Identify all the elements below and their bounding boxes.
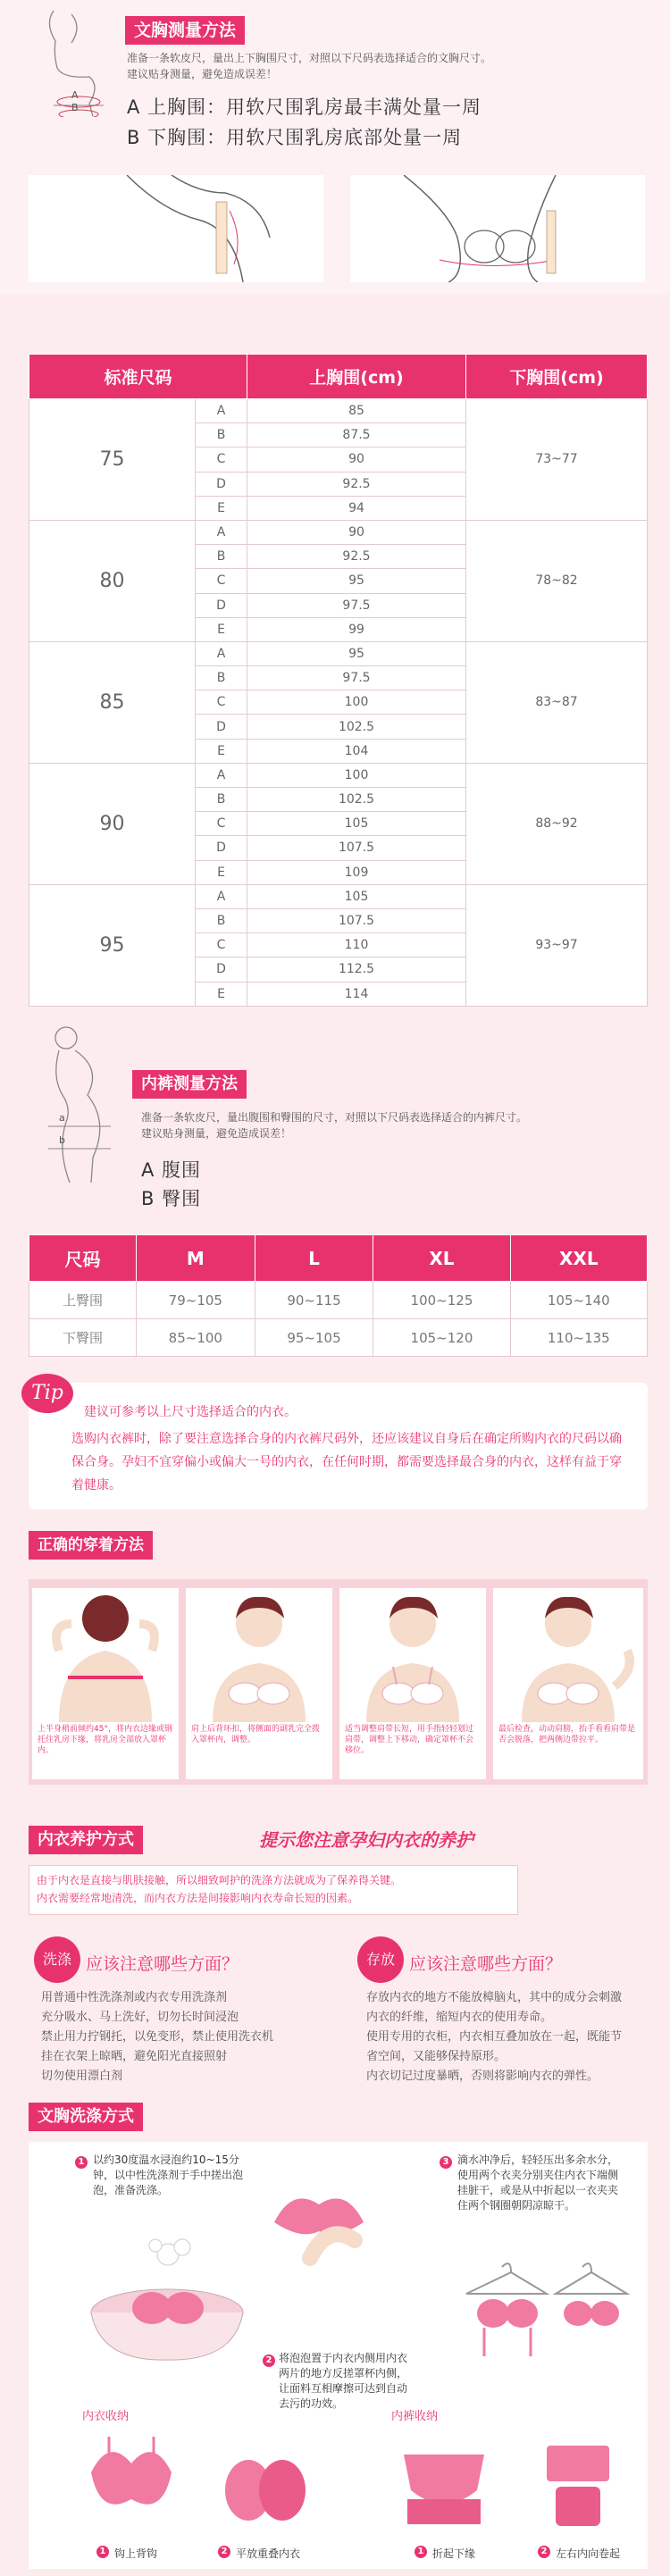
store-note: 存放内衣的地方不能放樟脑丸，其中的成分会刺激内衣的纤维，缩短内衣的使用寿命。	[366, 1991, 623, 2024]
hip-label-a: a	[59, 1112, 65, 1124]
upper-bust-cell: 100	[247, 763, 466, 787]
wear-steps	[29, 1579, 648, 1785]
step-number: 1	[415, 2546, 427, 2558]
cup-cell: C	[196, 569, 247, 593]
wash-step-3: 滴水冲净后，轻轻压出多余水分，使用两个衣夹分别夹住内衣下端侧挂脏干，或是从中折起以一衣夹夹住两个钢圈朝阴凉晾干。	[457, 2154, 619, 2212]
under-bust-cell: 93~97	[466, 884, 648, 1006]
wash-note: 用普通中性洗涤剂或内衣专用洗涤剂	[41, 1991, 228, 2004]
pants-line-a: A 腹围	[141, 1159, 202, 1181]
hanger-icon	[448, 2258, 636, 2365]
under-bust-cell: 78~82	[466, 520, 648, 641]
table-cell: 85~100	[137, 1319, 255, 1357]
table-cell: 90~115	[255, 1282, 373, 1319]
size-cell: 95	[29, 884, 196, 1006]
cup-cell: E	[196, 617, 247, 641]
store-note: 使用专用的衣柜，内衣相互叠加放在一起，既能节省空间，又能够保持原形。	[366, 2030, 623, 2063]
store-heading: 应该注意哪些方面？	[409, 1954, 563, 1974]
wash-notes	[41, 1988, 336, 2087]
cup-cell: E	[196, 739, 247, 763]
wear-step-3	[339, 1588, 486, 1779]
step-number: 3	[440, 2156, 452, 2169]
bra-stack-icon	[216, 2437, 314, 2535]
cup-cell: E	[196, 860, 247, 884]
wash-title: 文胸洗涤方式	[29, 2103, 143, 2131]
cup-cell: A	[196, 763, 247, 787]
size-cell: 85	[29, 641, 196, 763]
care-title: 内衣养护方式	[29, 1826, 143, 1854]
wear-step-2	[186, 1588, 332, 1779]
pants-measure-title: 内裤测量方法	[132, 1070, 247, 1099]
upper-bust-cell: 95	[247, 569, 466, 593]
cup-cell: B	[196, 423, 247, 447]
tip-line-1: 建议可参考以上尺寸选择适合的内衣。	[84, 1405, 297, 1419]
wash-note: 禁止用力拧钢托，以免变形，禁止使用洗衣机	[41, 2030, 274, 2044]
table-cell: 105~140	[510, 1282, 647, 1319]
diagram-label-a: A	[71, 89, 79, 101]
table-cell: 95~105	[255, 1319, 373, 1357]
bra-col-upper: 上胸围(cm)	[247, 355, 466, 399]
upper-bust-cell: 109	[247, 860, 466, 884]
wash-step-1: 以约30度温水浸泡约10~15分钟，以中性洗涤剂于手中搓出泡泡，准备洗涤。	[93, 2154, 244, 2196]
torso-sketch-icon	[29, 175, 323, 282]
woman-back-icon	[32, 1588, 179, 1722]
table-row	[29, 1282, 648, 1319]
table-row	[29, 884, 648, 908]
under-bust-cell: 73~77	[466, 399, 648, 521]
wash-step-2: 将泡泡置于内衣内侧用内衣两片的地方反搓罩杯内侧，让面料互相摩擦可达到自动去污的功效。	[279, 2352, 408, 2410]
wear-caption-1: 上半身稍前倾约45°，将内衣边缘或钢托住乳房下缘，将乳房全部放入罩杯内。	[38, 1725, 172, 1755]
pants-size-table	[29, 1234, 648, 1357]
cup-cell: A	[196, 641, 247, 665]
store-note: 内衣切记过度暴晒，否则将影响内衣的弹性。	[366, 2070, 599, 2083]
table-row	[29, 399, 648, 423]
pants-col-xxl: XXL	[510, 1235, 647, 1282]
upper-bust-cell: 92.5	[247, 472, 466, 496]
upper-bust-cell: 87.5	[247, 423, 466, 447]
step-number: 2	[263, 2354, 275, 2367]
table-cell: 105~120	[373, 1319, 510, 1357]
size-cell: 90	[29, 763, 196, 884]
cup-cell: C	[196, 690, 247, 715]
pants-line-b: B 臀围	[141, 1188, 202, 1209]
step-number: 2	[538, 2546, 550, 2558]
wear-caption-4: 最后检查，动动肩膀，抬手看看肩带是否会脱落，把两侧边带拉平。	[498, 1725, 636, 1744]
woman-adjust-icon	[339, 1588, 486, 1722]
cup-cell: A	[196, 520, 247, 544]
wear-title: 正确的穿着方法	[29, 1531, 153, 1560]
step-number: 1	[75, 2156, 88, 2169]
store-step-3: 折起下缘	[432, 2547, 476, 2560]
upper-bust-cell: 114	[247, 982, 466, 1006]
upper-bust-cell: 105	[247, 884, 466, 908]
wash-note: 充分吸水、马上洗好，切勿长时间浸泡	[41, 2011, 239, 2024]
diagram-label-b: B	[71, 102, 79, 113]
bra-col-size: 标准尺码	[29, 355, 247, 399]
store-step-4: 左右内向卷起	[556, 2547, 621, 2560]
upper-bust-cell: 85	[247, 399, 466, 423]
pant-roll-icon	[529, 2437, 627, 2535]
size-cell: 75	[29, 399, 196, 521]
care-slogan: 提示您注意孕妇内衣的养护	[259, 1829, 473, 1851]
upper-bust-cell: 94	[247, 496, 466, 520]
bust-sketch-icon	[350, 175, 645, 282]
hip-label-b: b	[59, 1134, 65, 1146]
bra-line-a: A 上胸围：用软尺围乳房最丰满处量一周	[127, 96, 482, 118]
store-notes	[366, 1988, 625, 2087]
tip-body: 选购内衣裤时，除了要注意选择合身的内衣裤尺码外，还应该建议自身后在确定所购内衣的尺码以确保合身。孕妇不宜穿偏小或偏大一号的内衣，在任何时期，都需要选择最合身的内衣，这样有益于穿着健康。	[71, 1432, 622, 1493]
cup-cell: D	[196, 472, 247, 496]
woman-check-icon	[493, 1588, 643, 1722]
cup-cell: E	[196, 496, 247, 520]
size-cell: 80	[29, 520, 196, 641]
upper-bust-cell: 102.5	[247, 788, 466, 812]
wear-step-1	[32, 1588, 179, 1779]
cup-cell: D	[196, 593, 247, 617]
upper-bust-cell: 92.5	[247, 545, 466, 569]
upper-bust-cell: 110	[247, 933, 466, 958]
pants-col-m: M	[137, 1235, 255, 1282]
pants-col-size: 尺码	[29, 1235, 137, 1282]
upper-bust-cell: 97.5	[247, 666, 466, 690]
care-note-2: 内衣需要经常地清洗，而内衣方法是间接影响内衣寿命长短的因素。	[37, 1892, 359, 1904]
wear-caption-3: 适当调整肩带长短，用手指轻轻划过肩带，调整上下移动，确定罩杯不会移位。	[345, 1725, 474, 1755]
cup-cell: C	[196, 933, 247, 958]
wash-panel	[29, 2142, 648, 2569]
wash-note: 切勿使用漂白剂	[41, 2070, 123, 2083]
measure-photo-right	[350, 175, 645, 282]
cup-cell: D	[196, 958, 247, 982]
pants-col-l: L	[255, 1235, 373, 1282]
basin-icon	[82, 2228, 252, 2362]
bra-col-under: 下胸围(cm)	[466, 355, 648, 399]
table-cell: 下臀围	[29, 1319, 137, 1357]
table-cell: 110~135	[510, 1319, 647, 1357]
wash-badge: 洗涤	[34, 1936, 80, 1983]
bra-measure-section	[0, 0, 670, 295]
cup-cell: B	[196, 788, 247, 812]
cup-cell: B	[196, 908, 247, 933]
wash-note: 挂在衣架上晾晒，避免阳光直接照射	[41, 2050, 228, 2063]
store-step-2: 平放重叠内衣	[236, 2547, 301, 2560]
hand-bra-icon	[256, 2169, 390, 2276]
table-row	[29, 641, 648, 665]
bra-size-table	[29, 354, 648, 1007]
pants-desc-2: 建议贴身测量，避免造成误差！	[141, 1127, 292, 1140]
table-cell: 100~125	[373, 1282, 510, 1319]
step-number: 2	[218, 2546, 230, 2558]
cup-cell: C	[196, 812, 247, 836]
upper-bust-cell: 112.5	[247, 958, 466, 982]
cup-cell: B	[196, 666, 247, 690]
upper-bust-cell: 97.5	[247, 593, 466, 617]
under-bust-cell: 83~87	[466, 641, 648, 763]
bra-hook-icon	[82, 2437, 180, 2535]
table-row	[29, 1319, 648, 1357]
upper-bust-cell: 107.5	[247, 836, 466, 860]
woman-front-icon	[186, 1588, 332, 1722]
table-row	[29, 763, 648, 787]
store-badge: 存放	[357, 1936, 404, 1983]
cup-cell: A	[196, 884, 247, 908]
upper-bust-cell: 100	[247, 690, 466, 715]
table-row	[29, 520, 648, 544]
pant-store-title: 内裤收纳	[391, 2410, 439, 2423]
measure-photo-left	[29, 175, 323, 282]
wear-step-4	[493, 1588, 643, 1779]
upper-bust-cell: 102.5	[247, 715, 466, 739]
cup-cell: D	[196, 715, 247, 739]
upper-bust-cell: 99	[247, 617, 466, 641]
upper-bust-cell: 90	[247, 520, 466, 544]
hip-figure-icon	[39, 1024, 120, 1184]
upper-bust-cell: 95	[247, 641, 466, 665]
cup-cell: C	[196, 447, 247, 472]
upper-bust-cell: 105	[247, 812, 466, 836]
cup-cell: E	[196, 982, 247, 1006]
store-step-1: 钩上背钩	[114, 2547, 158, 2560]
care-note-box	[29, 1865, 518, 1915]
bra-desc-2: 建议贴身测量，避免造成误差！	[127, 68, 278, 80]
bra-desc-1: 准备一条软皮尺，量出上下胸围尺寸，对照以下尺码表选择适合的文胸尺寸。	[127, 52, 492, 64]
pants-desc-1: 准备一条软皮尺，量出腹围和臀围的尺寸，对照以下尺码表选择适合的内裤尺寸。	[141, 1111, 528, 1124]
pants-measure-section	[0, 1020, 670, 1217]
wash-heading: 应该注意哪些方面？	[86, 1954, 239, 1974]
cup-cell: A	[196, 399, 247, 423]
bra-measure-title: 文胸测量方法	[125, 16, 245, 45]
care-note-1: 由于内衣是直接与肌肤接触，所以细致呵护的洗涤方法就成为了保养得关键。	[37, 1874, 402, 1886]
upper-bust-cell: 107.5	[247, 908, 466, 933]
pant-fold-icon	[395, 2437, 493, 2535]
cup-cell: B	[196, 545, 247, 569]
table-cell: 79~105	[137, 1282, 255, 1319]
upper-bust-cell: 90	[247, 447, 466, 472]
step-number: 1	[96, 2546, 109, 2558]
tip-badge: Tip	[21, 1374, 73, 1413]
bra-store-title: 内衣收纳	[82, 2410, 130, 2423]
pants-col-xl: XL	[373, 1235, 510, 1282]
tip-panel	[29, 1383, 648, 1510]
under-bust-cell: 88~92	[466, 763, 648, 884]
upper-bust-cell: 104	[247, 739, 466, 763]
bra-line-b: B 下胸围：用软尺围乳房底部处量一周	[127, 127, 463, 148]
cup-cell: D	[196, 836, 247, 860]
wear-caption-2: 肩上后背环扣，将侧面的副乳完全拨入罩杯内，调整。	[191, 1725, 321, 1744]
table-cell: 上臀围	[29, 1282, 137, 1319]
